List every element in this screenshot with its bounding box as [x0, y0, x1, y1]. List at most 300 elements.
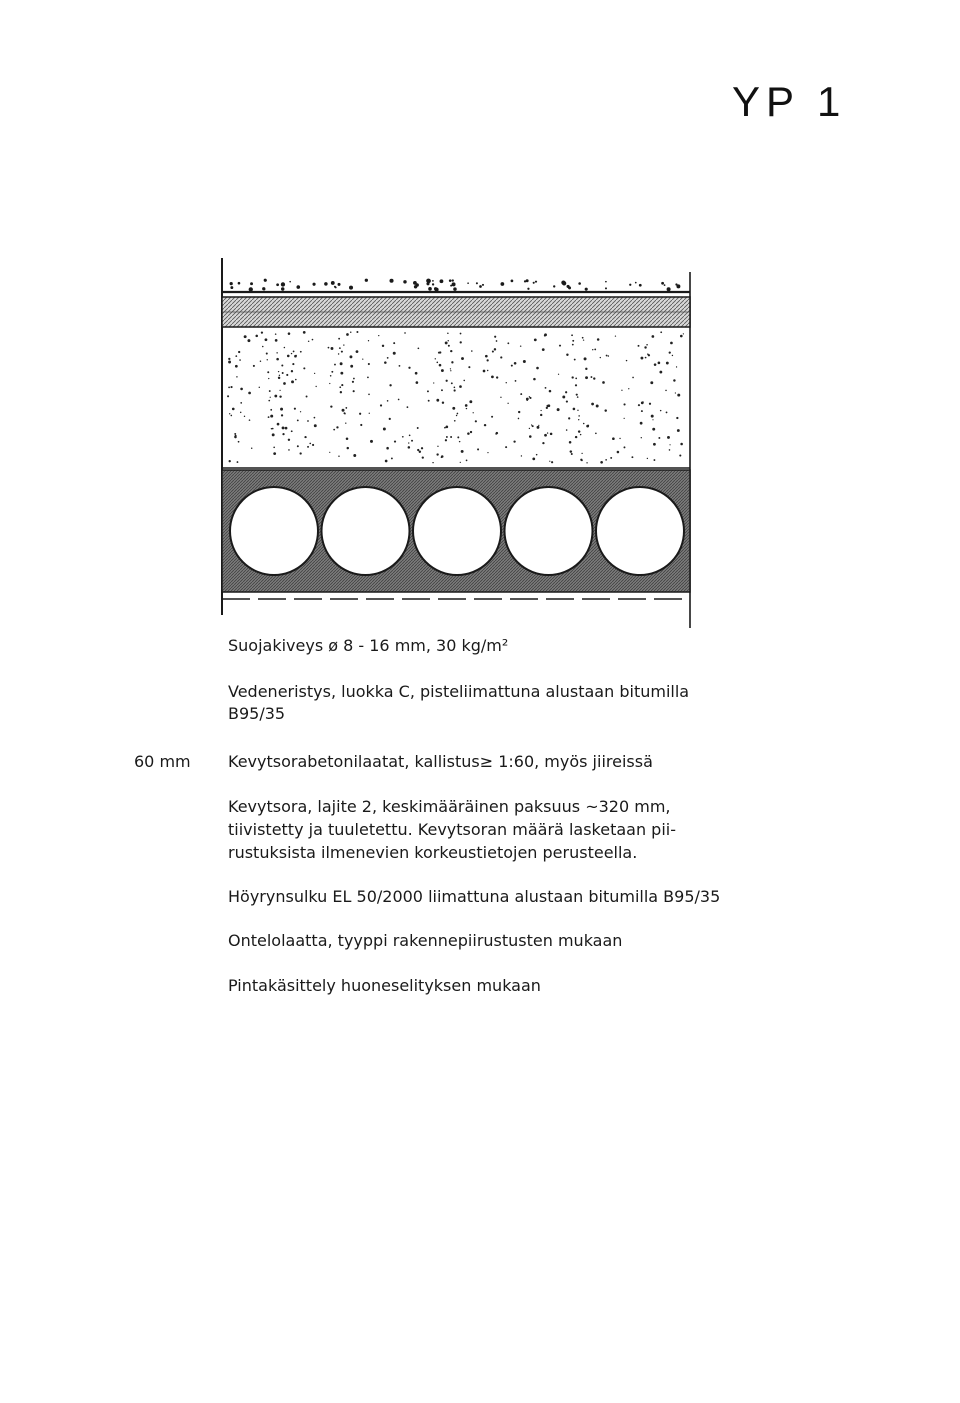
aggregate-dot — [340, 391, 342, 393]
aggregate-dot — [334, 364, 336, 366]
aggregate-dot — [495, 433, 497, 435]
aggregate-dot — [483, 370, 486, 373]
aggregate-dot — [451, 361, 453, 363]
aggregate-dot — [299, 452, 301, 454]
aggregate-dot — [262, 346, 264, 348]
aggregate-dot — [280, 408, 283, 411]
aggregate-dot — [333, 429, 335, 431]
aggregate-dot — [408, 446, 411, 449]
aggregate-dot — [384, 361, 387, 364]
gravel-speck — [661, 282, 664, 285]
aggregate-dot — [394, 441, 396, 443]
aggregate-dot — [297, 445, 299, 447]
roof-section-diagram — [0, 0, 960, 640]
aggregate-dot — [638, 404, 640, 406]
aggregate-dot — [339, 347, 341, 349]
aggregate-dot — [583, 423, 585, 425]
aggregate-dot — [473, 412, 474, 413]
aggregate-dot — [487, 370, 488, 371]
aggregate-dot — [448, 345, 450, 347]
aggregate-dot — [549, 390, 552, 393]
aggregate-dot — [421, 447, 423, 449]
aggregate-dot — [417, 449, 419, 451]
aggregate-dot — [312, 339, 314, 341]
aggregate-dot — [404, 332, 406, 334]
gravel-speck — [585, 288, 588, 291]
aggregate-dot — [544, 335, 546, 337]
aggregate-dot — [441, 456, 443, 458]
aggregate-dot — [268, 400, 270, 402]
hollow-cores — [230, 487, 684, 575]
gravel-speck — [403, 280, 406, 283]
aggregate-dot — [306, 396, 308, 398]
page-code: YP 1 — [732, 78, 847, 125]
aggregate-dot — [470, 431, 472, 433]
gravel-speck — [312, 283, 315, 286]
aggregate-dot — [521, 455, 522, 456]
aggregate-dot — [261, 332, 263, 334]
aggregate-dot — [439, 351, 441, 353]
aggregate-dot — [385, 460, 388, 463]
aggregate-dot — [288, 449, 290, 451]
aggregate-dot — [408, 442, 409, 443]
aggregate-dot — [244, 335, 247, 338]
aggregate-dot — [583, 340, 584, 341]
aggregate-dot — [272, 433, 275, 436]
gravel-speck — [331, 281, 335, 285]
aggregate-dot — [670, 342, 673, 345]
aggregate-dot — [247, 339, 250, 342]
aggregate-dot — [641, 401, 644, 404]
aggregate-dot — [494, 336, 496, 338]
aggregate-dot — [331, 347, 334, 350]
aggregate-dot — [459, 441, 460, 442]
gravel-speck — [667, 287, 671, 291]
aggregate-dot — [281, 414, 283, 416]
hollow-core-1 — [230, 487, 318, 575]
aggregate-dot — [619, 438, 620, 439]
gravel-speck — [453, 287, 456, 290]
aggregate-dot — [566, 401, 568, 403]
gravel-speck — [440, 279, 444, 283]
gravel-speck — [500, 282, 504, 286]
aggregate-dot — [652, 428, 655, 431]
gravel-speck — [250, 282, 253, 285]
aggregate-dot — [544, 434, 547, 437]
aggregate-dot — [484, 424, 486, 426]
aggregate-dot — [234, 433, 236, 435]
aggregate-dot — [551, 461, 553, 463]
aggregate-dot — [307, 446, 309, 448]
aggregate-dot — [300, 351, 302, 353]
aggregate-dot — [266, 352, 268, 354]
aggregate-dot — [632, 377, 634, 379]
gravel-speck — [605, 287, 607, 289]
gravel-speck — [265, 280, 267, 282]
aggregate-dot — [547, 432, 548, 433]
aggregate-dot — [559, 345, 561, 347]
aggregate-dot — [648, 354, 650, 356]
aggregate-dot — [436, 362, 438, 364]
gravel-speck — [289, 281, 291, 283]
aggregate-dot — [523, 360, 526, 363]
aggregate-dot — [389, 384, 391, 386]
aggregate-dot — [492, 351, 494, 353]
aggregate-dot — [330, 406, 332, 408]
aggregate-dot — [445, 439, 447, 441]
aggregate-dot — [350, 331, 351, 332]
aggregate-dot — [608, 355, 610, 357]
aggregate-dot — [328, 347, 330, 349]
aggregate-dot — [593, 377, 595, 379]
aggregate-dot — [303, 367, 305, 369]
gravel-speck — [527, 288, 529, 290]
gravel-speck — [281, 287, 284, 290]
aggregate-dot — [680, 443, 683, 446]
aggregate-dot — [602, 381, 605, 384]
aggregate-dot — [578, 415, 580, 417]
aggregate-dot — [624, 418, 625, 419]
aggregate-dot — [287, 355, 290, 358]
aggregate-dot — [518, 418, 520, 420]
aggregate-dot — [428, 400, 430, 402]
aggregate-dot — [451, 382, 453, 384]
gravel-speck — [338, 283, 341, 286]
aggregate-dot — [576, 394, 578, 396]
aggregate-dot — [249, 419, 251, 421]
aggregate-dot — [574, 359, 576, 361]
aggregate-dot — [353, 454, 356, 457]
aggregate-dot — [235, 365, 238, 368]
aggregate-dot — [537, 426, 540, 429]
gravel-speck — [553, 285, 555, 287]
gravel-speck — [452, 282, 456, 286]
aggregate-dot — [545, 387, 547, 389]
aggregate-dot — [278, 371, 279, 372]
aggregate-dot — [466, 459, 468, 461]
aggregate-dot — [446, 426, 449, 429]
aggregate-dot — [237, 461, 239, 463]
aggregate-dot — [383, 428, 386, 431]
aggregate-dot — [520, 345, 521, 346]
aggregate-dot — [269, 390, 271, 392]
aggregate-dot — [652, 335, 655, 338]
aggregate-dot — [606, 355, 608, 357]
aggregate-dot — [399, 365, 401, 367]
aggregate-dot — [653, 459, 655, 461]
aggregate-dot — [382, 345, 384, 347]
aggregate-dot — [558, 374, 559, 375]
aggregate-dot — [362, 359, 363, 360]
aggregate-dot — [329, 452, 330, 453]
aggregate-dot — [578, 430, 580, 432]
aggregate-dot — [658, 362, 661, 365]
aggregate-dot — [533, 378, 536, 381]
gravel-speck — [605, 281, 607, 283]
gravel-speck — [482, 284, 484, 286]
layer-4-text-line-3: rustuksista ilmenevien korkeustietojen perusteella. — [228, 843, 638, 862]
aggregate-dot — [407, 406, 409, 408]
aggregate-dot — [605, 459, 607, 461]
aggregate-dot — [441, 369, 444, 372]
aggregate-dot — [628, 388, 629, 389]
aggregate-dot — [463, 380, 465, 382]
aggregate-dot — [409, 434, 411, 436]
aggregate-dot — [477, 448, 479, 450]
aggregate-dot — [227, 395, 229, 397]
aggregate-dot — [546, 407, 548, 409]
aggregate-dot — [596, 405, 599, 408]
aggregate-dot — [448, 340, 449, 341]
aggregate-dot — [345, 407, 347, 409]
aggregate-dot — [460, 341, 462, 343]
aggregate-dot — [312, 444, 314, 446]
aggregate-dot — [276, 358, 279, 361]
layer-7-text: Pintakäsittely huoneselityksen mukaan — [228, 976, 541, 995]
aggregate-dot — [584, 357, 587, 360]
aggregate-dot — [647, 458, 648, 459]
aggregate-dot — [441, 389, 443, 391]
aggregate-dot — [297, 419, 299, 421]
gravel-speck — [533, 282, 535, 284]
aggregate-dot — [239, 359, 241, 361]
aggregate-dot — [582, 337, 584, 339]
aggregate-dot — [340, 362, 343, 365]
aggregate-dot — [307, 420, 309, 422]
aggregate-dot — [240, 412, 241, 413]
aggregate-dot — [669, 444, 670, 445]
aggregate-dot — [386, 447, 389, 450]
aggregate-dot — [380, 404, 382, 406]
aggregate-dot — [645, 357, 647, 359]
aggregate-dot — [274, 395, 277, 398]
aggregate-dot — [496, 376, 498, 378]
aggregate-dot — [418, 347, 420, 349]
aggregate-dot — [291, 353, 292, 354]
aggregate-dot — [666, 412, 668, 414]
aggregate-dot — [304, 436, 306, 438]
aggregate-dot — [659, 371, 662, 374]
aggregate-dot — [466, 408, 467, 409]
aggregate-dot — [309, 443, 311, 445]
aggregate-dot — [248, 392, 251, 395]
aggregate-dot — [676, 366, 677, 367]
aggregate-dot — [238, 351, 240, 353]
aggregate-dot — [281, 364, 283, 366]
aggregate-dot — [253, 365, 255, 367]
aggregate-dot — [683, 333, 684, 334]
aggregate-dot — [293, 351, 295, 353]
gravel-speck — [629, 284, 631, 286]
aggregate-dot — [494, 348, 496, 350]
hollow-core-5 — [596, 487, 684, 575]
aggregate-dot — [534, 339, 537, 342]
aggregate-dot — [631, 456, 633, 458]
aggregate-dot — [676, 417, 678, 419]
aggregate-dot — [270, 397, 271, 398]
aggregate-dot — [532, 457, 535, 460]
aggregate-dot — [653, 443, 656, 446]
aggregate-dot — [623, 403, 625, 405]
aggregate-dot — [565, 391, 567, 393]
gravel-speck — [230, 282, 233, 285]
aggregate-dot — [417, 427, 419, 429]
gravel-speck — [535, 281, 537, 283]
aggregate-dot — [475, 420, 477, 422]
aggregate-dot — [356, 331, 358, 333]
aggregate-dot — [673, 379, 675, 381]
aggregate-dot — [638, 345, 640, 347]
aggregate-dot — [660, 331, 662, 333]
aggregate-dot — [641, 437, 642, 438]
aggregate-dot — [672, 355, 673, 356]
aggregate-dot — [330, 375, 332, 377]
layer-3-text: Kevytsorabetonilaatat, kallistus≥ 1:60, myös jiireissä — [228, 752, 653, 771]
aggregate-dot — [467, 432, 470, 435]
aggregate-dot — [446, 380, 448, 382]
aggregate-dot — [621, 390, 622, 391]
aggregate-dot — [586, 425, 589, 428]
aggregate-dot — [236, 376, 237, 377]
aggregate-dot — [284, 347, 286, 349]
gravel-speck — [511, 279, 514, 282]
gravel-speck — [432, 280, 434, 282]
aggregate-dot — [505, 446, 507, 448]
aggregate-dot — [292, 363, 294, 365]
aggregate-dot — [288, 439, 290, 441]
aggregate-dot — [549, 461, 550, 462]
aggregate-dot — [575, 377, 577, 379]
aggregate-dot — [336, 426, 338, 428]
aggregate-dot — [586, 462, 587, 463]
aggregate-dot — [282, 426, 285, 429]
aggregate-dot — [604, 409, 606, 411]
gravel-speck — [281, 282, 285, 286]
aggregate-dot — [329, 383, 330, 384]
aggregate-dot — [529, 428, 530, 429]
gravel-speck — [479, 285, 482, 288]
aggregate-dot — [447, 332, 449, 334]
layer-2-text-line-1: Vedeneristys, luokka C, pisteliimattuna alustaan bitumilla — [228, 682, 690, 701]
aggregate-dot — [500, 356, 502, 358]
gravel-speck — [365, 279, 368, 282]
hollow-core-3 — [413, 487, 501, 575]
aggregate-dot — [590, 376, 592, 378]
aggregate-dot — [275, 339, 278, 342]
aggregate-dot — [255, 335, 258, 338]
aggregate-dot — [459, 385, 462, 388]
gravel-speck — [524, 280, 526, 282]
aggregate-dot — [278, 377, 280, 379]
aggregate-dot — [679, 454, 681, 456]
aggregate-dot — [251, 448, 252, 449]
gravel-speck — [428, 287, 432, 291]
aggregate-dot — [308, 341, 309, 342]
gravel-speck — [678, 286, 680, 288]
aggregate-dot — [267, 359, 268, 360]
aggregate-dot — [314, 373, 315, 374]
aggregate-dot — [610, 457, 612, 459]
aggregate-dot — [268, 378, 269, 379]
aggregate-dot — [422, 457, 424, 459]
aggregate-dot — [452, 407, 455, 410]
aggregate-dot — [291, 380, 294, 383]
aggregate-dot — [416, 381, 419, 384]
aggregate-dot — [270, 415, 273, 418]
aggregate-dot — [367, 377, 369, 379]
aggregate-dot — [345, 422, 346, 423]
aggregate-dot — [654, 363, 657, 366]
aggregate-dot — [389, 418, 391, 420]
hollow-core-4 — [505, 487, 593, 575]
aggregate-dot — [540, 414, 542, 416]
aggregate-dot — [229, 460, 231, 462]
aggregate-dot — [646, 344, 648, 346]
aggregate-dot — [507, 403, 508, 404]
aggregate-dot — [649, 403, 651, 405]
aggregate-dot — [339, 386, 341, 388]
aggregate-dot — [542, 348, 545, 351]
gravel-speck — [335, 286, 337, 288]
aggregate-dot — [454, 389, 456, 391]
aggregate-dot — [341, 384, 343, 386]
gravel-speck — [578, 282, 581, 285]
aggregate-dot — [538, 425, 539, 426]
aggregate-dot — [294, 355, 297, 358]
aggregate-dot — [387, 357, 389, 359]
aggregate-dot — [344, 413, 345, 414]
aggregate-dot — [240, 388, 243, 391]
aggregate-dot — [623, 446, 625, 448]
aggregate-dot — [571, 376, 573, 378]
aggregate-dot — [341, 351, 343, 353]
aggregate-dot — [439, 364, 442, 367]
aggregate-dot — [680, 335, 683, 338]
aggregate-dot — [532, 425, 534, 427]
aggregate-dot — [562, 395, 565, 398]
aggregate-dot — [592, 349, 593, 350]
gravel-speck — [415, 283, 419, 287]
aggregate-dot — [573, 408, 576, 411]
aggregate-dot — [368, 340, 369, 341]
aggregate-dot — [536, 367, 539, 370]
aggregate-dot — [550, 433, 553, 436]
aggregate-dot — [581, 459, 583, 461]
aggregate-dot — [454, 387, 456, 389]
aggregate-dot — [314, 424, 317, 427]
aggregate-dot — [572, 340, 574, 342]
aggregate-dot — [446, 436, 448, 438]
aggregate-dot — [282, 372, 284, 374]
aggregate-dot — [580, 434, 581, 435]
gravel-speck — [476, 282, 478, 284]
gravel-speck — [562, 281, 566, 285]
aggregate-dot — [513, 441, 515, 443]
aggregate-dot — [444, 427, 446, 429]
gravel-speck — [238, 282, 241, 285]
layer-3-thickness: 60 mm — [134, 752, 191, 771]
aggregate-dot — [677, 394, 680, 397]
aggregate-dot — [285, 427, 288, 430]
aggregate-dot — [450, 350, 452, 352]
aggregate-dot — [391, 457, 393, 459]
aggregate-dot — [651, 415, 654, 418]
aggregate-dot — [314, 417, 316, 419]
aggregate-dot — [569, 441, 572, 444]
aggregate-dot — [387, 400, 389, 402]
gravel-speck — [349, 286, 353, 290]
gravel-speck — [452, 279, 454, 281]
